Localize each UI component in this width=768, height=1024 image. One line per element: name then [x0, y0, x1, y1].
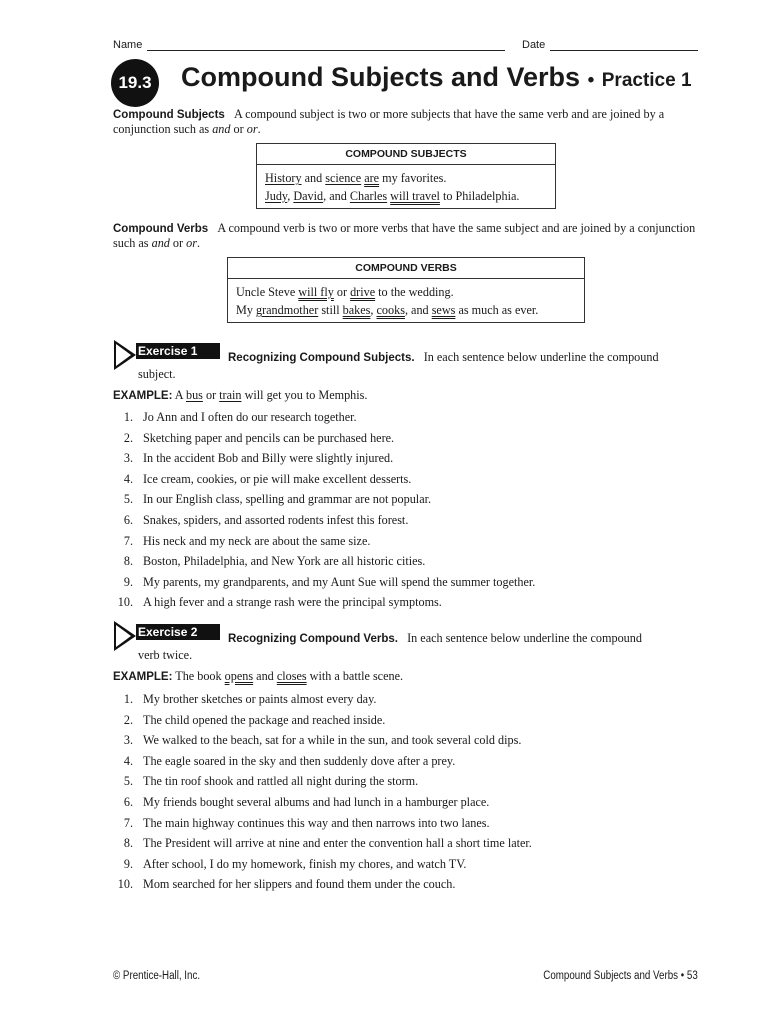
item-text: My friends bought several albums and had lunch in a hamburger place. [143, 794, 490, 809]
compound-subjects-intro [113, 107, 703, 136]
text: My [236, 303, 256, 317]
item-number: 2. [123, 430, 133, 445]
box-example-line [236, 283, 576, 301]
item-text: His neck and my neck are about the same size. [143, 533, 371, 548]
name-date-row [113, 38, 698, 54]
item-text: The child opened the package and reached inside. [143, 712, 386, 727]
title-bullet: • [587, 70, 595, 91]
list-item [113, 751, 532, 772]
subject-word: science [325, 171, 362, 185]
term-label: Compound Verbs [113, 223, 209, 235]
item-number: 8. [123, 554, 133, 569]
intro-text: . [257, 122, 261, 136]
verb-word: sews [431, 303, 456, 317]
list-item [113, 510, 535, 531]
item-text: Jo Ann and I often do our research together. [143, 410, 357, 424]
item-number: 6. [123, 512, 133, 527]
list-item [113, 730, 532, 751]
italic-word: or [186, 236, 197, 250]
exercise1-title: Recognizing Compound Subjects. [228, 352, 415, 364]
item-number: 3. [123, 733, 133, 748]
item-number: 5. [123, 774, 133, 789]
practice-label: Practice 1 [601, 70, 692, 91]
footer-page-number: Compound Subjects and Verbs • 53 [543, 970, 698, 982]
exercise1-example [113, 388, 367, 403]
item-text: Ice cream, cookies, or pie will make excellent desserts. [143, 471, 412, 486]
item-number: 1. [123, 692, 133, 706]
text: my favorites. [379, 171, 447, 185]
text: still [318, 303, 343, 317]
text: will get you to Memphis. [241, 388, 368, 402]
intro-text: or [230, 122, 247, 136]
exercise2-list [113, 689, 532, 895]
list-item [113, 489, 535, 510]
arrow-marker-inner [116, 625, 131, 647]
item-text: Mom searched for her slippers and found them under the couch. [143, 877, 456, 892]
footer-copyright: © Prentice-Hall, Inc. [113, 970, 201, 982]
item-text: In the accident Bob and Billy were slightly injured. [143, 451, 394, 466]
item-text: Snakes, spiders, and assorted rodents infest this forest. [143, 512, 409, 527]
compound-verbs-intro [113, 221, 703, 250]
verb-word: bakes [342, 303, 371, 317]
text: A [174, 388, 186, 402]
item-number: 4. [123, 471, 133, 486]
verb-word: are [364, 171, 380, 185]
exercise2-label: Exercise 2 [136, 624, 220, 640]
subject-word: grandmother [255, 303, 319, 317]
list-item [113, 833, 532, 854]
box-example-line [265, 187, 547, 205]
subject-word: Charles [349, 189, 388, 203]
page-title [181, 62, 692, 93]
box-example-line [265, 169, 547, 187]
section-badge: 19.3 [111, 59, 159, 107]
list-item [113, 592, 535, 613]
exercise2-instruction-a: In each sentence below underline the compound [407, 631, 642, 645]
item-text: My brother sketches or paints almost every day. [143, 692, 377, 706]
compound-subjects-box [256, 143, 556, 209]
list-item [113, 854, 532, 875]
text: with a battle scene. [306, 669, 404, 683]
item-number: 9. [123, 856, 133, 871]
item-number: 6. [123, 794, 133, 809]
item-number: 1. [123, 410, 133, 424]
verb-word: cooks [376, 303, 405, 317]
list-item [113, 813, 532, 834]
text: and [301, 171, 326, 185]
date-label: Date [522, 39, 546, 51]
exercise2-example [113, 669, 403, 684]
date-field[interactable] [550, 50, 698, 51]
verb-word: closes [276, 669, 307, 683]
intro-text: or [169, 236, 187, 250]
subject-word: train [219, 388, 242, 402]
subject-word: bus [185, 388, 203, 402]
exercise1-instruction-cont: subject. [138, 367, 176, 381]
text: to the wedding. [375, 285, 454, 299]
text: or [202, 388, 220, 402]
box-heading: COMPOUND VERBS [228, 258, 584, 279]
text: Uncle Steve [236, 285, 299, 299]
italic-word: or [246, 122, 258, 136]
term-label: Compound Subjects [113, 109, 225, 121]
exercise2-title: Recognizing Compound Verbs. [228, 633, 398, 645]
item-number: 8. [123, 836, 133, 851]
verb-word: will travel [390, 189, 440, 203]
item-number: 2. [123, 712, 133, 727]
item-text: The eagle soared in the sky and then suddenly dove after a prey. [143, 753, 456, 768]
subject-word: Judy [265, 189, 288, 203]
text: , [287, 189, 294, 203]
item-text: A high fever and a strange rash were the principal symptoms. [143, 595, 442, 610]
item-number: 4. [123, 753, 133, 768]
list-item [113, 792, 532, 813]
list-item [113, 771, 532, 792]
italic-word: and [151, 236, 170, 250]
text: and [253, 669, 277, 683]
exercise2-header [228, 630, 703, 648]
item-text: Sketching paper and pencils can be purchased here. [143, 430, 395, 445]
subject-word: David [293, 189, 324, 203]
title-text: Compound Subjects and Verbs [181, 62, 581, 92]
verb-word: opens [224, 669, 254, 683]
list-item [113, 689, 532, 710]
text: or [333, 285, 351, 299]
item-number: 10. [117, 595, 133, 610]
item-number: 5. [123, 492, 133, 507]
italic-word: and [212, 122, 231, 136]
list-item [113, 428, 535, 449]
list-item [113, 874, 532, 895]
example-label: EXAMPLE: [113, 390, 173, 402]
box-example-line [236, 301, 576, 319]
list-item [113, 469, 535, 490]
exercise1-header [228, 349, 703, 367]
list-item [113, 572, 535, 593]
list-item [113, 551, 535, 572]
item-text: After school, I do my homework, finish my chores, and watch TV. [143, 856, 467, 871]
list-item [113, 407, 535, 428]
example-label: EXAMPLE: [113, 671, 173, 683]
exercise2-instruction-cont: verb twice. [138, 648, 193, 662]
item-text: Boston, Philadelphia, and New York are all historic cities. [143, 554, 426, 569]
arrow-marker-inner [116, 344, 131, 366]
list-item [113, 710, 532, 731]
exercise1-label: Exercise 1 [136, 343, 220, 359]
verb-word: drive [350, 285, 376, 299]
text: , [370, 303, 377, 317]
list-item [113, 531, 535, 552]
intro-text: . [196, 236, 201, 250]
box-heading: COMPOUND SUBJECTS [257, 144, 555, 165]
item-number: 9. [123, 574, 133, 589]
item-text: We walked to the beach, sat for a while in the sun, and took several cold dips. [143, 733, 522, 748]
compound-verbs-box [227, 257, 585, 323]
subject-word: History [265, 171, 302, 185]
item-number: 3. [123, 451, 133, 466]
item-number: 10. [117, 877, 133, 892]
item-text: The main highway continues this way and then narrows into two lanes. [143, 815, 490, 830]
item-text: The tin roof shook and rattled all night during the storm. [143, 774, 419, 789]
intro-text: A compound verb is two or more verbs that have the same subject and are joined by a conjunction such as [113, 221, 696, 250]
list-item [113, 448, 535, 469]
item-number: 7. [123, 815, 133, 830]
text: , and [323, 189, 350, 203]
verb-word: will fly [298, 285, 334, 299]
item-text: My parents, my grandparents, and my Aunt Sue will spend the summer together. [143, 574, 536, 589]
name-label: Name [113, 39, 143, 51]
item-text: In our English class, spelling and grammar are not popular. [143, 492, 432, 507]
name-field[interactable] [147, 50, 505, 51]
exercise1-list [113, 407, 535, 613]
text: , and [404, 303, 432, 317]
text: The book [175, 669, 225, 683]
text: as much as ever. [455, 303, 539, 317]
item-text: The President will arrive at nine and enter the convention hall a short time later. [143, 836, 532, 851]
intro-text: A compound subject is two or more subjects that have the same verb and are joined by a conjunction such as [113, 107, 665, 136]
item-number: 7. [123, 533, 133, 548]
exercise1-instruction-a: In each sentence below underline the compound [423, 350, 659, 364]
text: to Philadelphia. [439, 189, 520, 203]
